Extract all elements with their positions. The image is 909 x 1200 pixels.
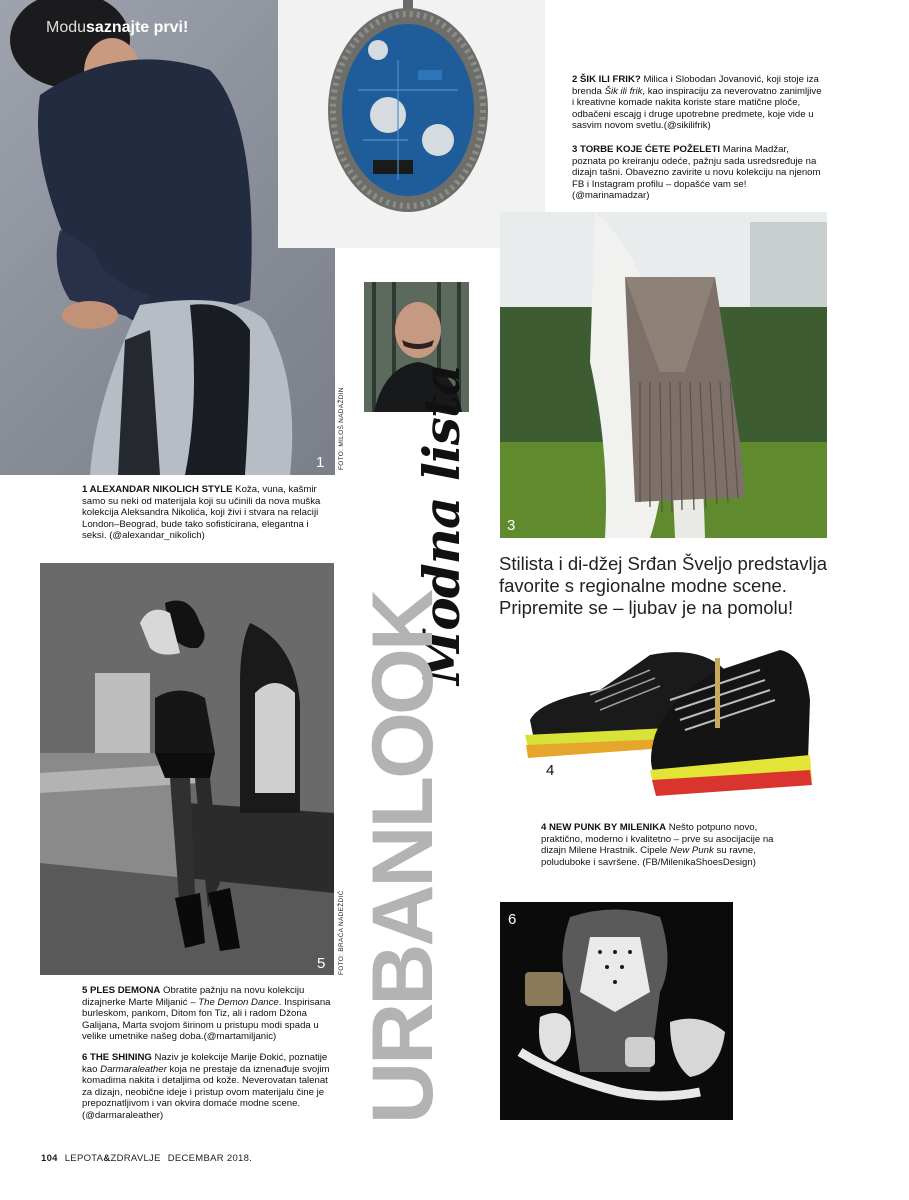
item-5-heading: 5 PLES DEMONA [82, 985, 161, 996]
item-4-caption [541, 822, 793, 868]
item-1-caption [82, 484, 332, 542]
item-3-text: Marina Madžar, poznata po kreiranju odeće, pažnju sada usredsređuje na dizajn tašni. Obavezno zavirite u novu kolekciju na njenom FB i Instagram profilu – dopašće vam se! (@marinamadzar) [572, 144, 821, 202]
photo-1-number: 1 [316, 454, 325, 471]
item-5-text-a: Obratite pažnju na novu kolekciju dizajnerke Marte Miljanić – [82, 985, 305, 1008]
item-3-caption [572, 144, 822, 202]
photo-3-number: 3 [507, 517, 516, 534]
item-6-brand: Darmaraleather [100, 1063, 167, 1075]
item-1-heading: 1 ALEXANDAR NIKOLICH STYLE [82, 484, 233, 495]
photo-3-fringe-bag [500, 212, 827, 538]
item-6-heading: 6 THE SHINING [82, 1052, 152, 1063]
section-vertical-title: URBANLOOK [355, 592, 451, 1124]
page-folio [41, 1153, 252, 1164]
item-2-brand: Šik ili frik [604, 85, 643, 97]
item-6-text-b: koja ne prestaje da iznenađuje svojim komadima nakita i detaljima od kože. Neverovatan talenat za dizajn, neobične ideje i pristup ovom materijalu čine je prepoznatljivom i van okvira domaće modne scene. (@darmaraleather) [82, 1063, 330, 1121]
photo-6-number: 6 [508, 911, 517, 928]
magazine-name-b: ZDRAVLJE [110, 1153, 161, 1164]
intro-dek: Stilista i di-džej Srđan Šveljo predstavlja favorite s regionalne modne scene. Pripremite se – ljubav je na pomolu! [499, 553, 828, 618]
photo-6-leather-accessories [500, 902, 733, 1120]
item-4-text-b: su ravne, poluduboke i savršene. (FB/MilenikaShoesDesign) [541, 845, 756, 868]
item-2-heading: 2 ŠIK ILI FRIK? [572, 74, 641, 85]
photo-1-credit: FOTO: MILOŠ NADAŽDIN [338, 387, 345, 470]
item-5-collection: The Demon Dance [198, 996, 279, 1008]
photo-5-credit: FOTO: BRAĆA NADEŽDIĆ [338, 890, 345, 975]
header-label [46, 19, 188, 37]
item-6-caption [82, 1052, 335, 1122]
magazine-ampersand: & [103, 1153, 111, 1164]
section-script-title: Modna lista [412, 364, 471, 685]
item-4-heading: 4 NEW PUNK BY MILENIKA [541, 822, 667, 833]
header-title: saznajte prvi! [86, 19, 189, 36]
photo-2-pendant [278, 0, 545, 248]
item-3-heading: 3 TORBE KOJE ĆETE POŽELETI [572, 144, 721, 155]
issue-date: DECEMBAR 2018. [167, 1153, 253, 1164]
photo-5-number: 5 [317, 955, 326, 972]
photo-4-number: 4 [546, 762, 555, 779]
photo-5-dancer [40, 563, 334, 975]
item-4-product: New Punk [670, 845, 714, 857]
item-1-text: Koža, vuna, kašmir samo su neki od materijala koji su učinili da nova muška kolekcija Aleksandra Nikolića, koji živi i stvara na relaciji London–Beograd, bude tako sofisticirana, elegantna i seksi. (@alexandar_nikolich) [82, 484, 321, 542]
header-prefix: Modu [46, 19, 87, 36]
item-4-text-a: Nešto potpuno novo, praktično, moderno i kvalitetno – prve su asocijacije na dizajn Milene Hrastnik. Cipele [541, 822, 774, 857]
magazine-name-a: LEPOTA [64, 1153, 104, 1164]
item-2-text-a: Milica i Slobodan Jovanović, koji stoje iza brenda [572, 74, 819, 97]
photo-4-shoes [520, 640, 820, 800]
item-5-caption [82, 985, 335, 1043]
item-2-text-b: , kao inspiraciju za neverovatno zanimljive i kreativne komade nakita koriste stare matične ploče, odbačeni escajg i druge upotrebne predmete, koje vide u sasvim novom svetlu.(@sikilifrik) [572, 85, 822, 132]
page-number: 104 [41, 1153, 58, 1164]
item-2-caption [572, 74, 822, 132]
item-6-text-a: Naziv je kolekcije Marije Đokić, poznatije kao [82, 1052, 328, 1075]
item-5-text-b: . Inspirisana burleskom, pankom, Ditom fon Tiz, ali i radom Džona Galijana, Marta svojom širinom u pristupu modi spada u velike umetnike našeg doba.(@martamiljanic) [82, 996, 331, 1043]
